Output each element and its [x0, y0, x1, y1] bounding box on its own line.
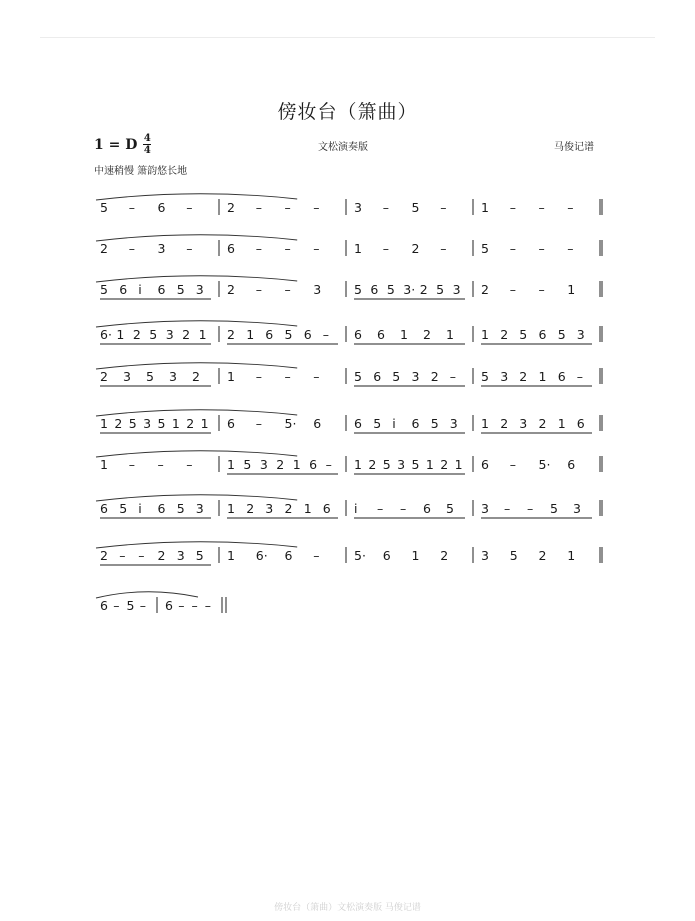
- note: 1: [227, 457, 235, 472]
- note: 6: [411, 416, 420, 431]
- note: 6: [309, 457, 318, 472]
- note: 3: [397, 457, 406, 472]
- note: 5: [243, 457, 252, 472]
- note: 6: [382, 548, 391, 563]
- note: –: [128, 241, 136, 256]
- note: 5: [100, 282, 108, 297]
- transcriber-credit: 马俊记谱: [554, 142, 594, 153]
- note: 1: [227, 369, 235, 384]
- note: –: [313, 200, 320, 215]
- note: 2: [157, 548, 166, 563]
- note: 3: [143, 416, 152, 431]
- note: –: [255, 369, 263, 384]
- note: 3: [576, 327, 585, 342]
- note: –: [255, 416, 263, 431]
- note: –: [382, 200, 390, 215]
- note: 1: [171, 416, 180, 431]
- note: 3: [452, 282, 461, 297]
- note: 3: [165, 327, 174, 342]
- note: –: [255, 282, 263, 297]
- note: i: [354, 501, 358, 516]
- note: 1: [354, 457, 362, 472]
- note: 3: [519, 416, 528, 431]
- note: 6: [557, 369, 566, 384]
- note: 1: [481, 327, 489, 342]
- note: 6: [227, 416, 235, 431]
- note: –: [284, 369, 291, 384]
- note: –: [313, 548, 320, 563]
- note: –: [509, 241, 517, 256]
- key-text: 1 = D: [94, 136, 138, 153]
- note: 2: [481, 282, 489, 297]
- note: –: [509, 200, 517, 215]
- note: 1: [425, 457, 434, 472]
- note: 5: [373, 416, 382, 431]
- note: 5: [284, 327, 293, 342]
- note: 2: [132, 327, 141, 342]
- note: –: [186, 457, 193, 472]
- note: 2: [100, 241, 108, 256]
- note: 1: [538, 369, 547, 384]
- note: 6: [227, 241, 235, 256]
- note: 6: [538, 327, 547, 342]
- note: 3: [265, 501, 274, 516]
- note: 3: [481, 548, 489, 563]
- note: 2: [538, 416, 547, 431]
- note: 6: [373, 369, 382, 384]
- note: 6: [284, 548, 293, 563]
- slur: [96, 542, 297, 548]
- note: 6: [157, 282, 166, 297]
- note: 1: [400, 327, 408, 342]
- note: –: [138, 548, 145, 563]
- note: 3: [157, 241, 166, 256]
- note: 2: [246, 501, 255, 516]
- note: 1: [481, 200, 489, 215]
- note: –: [538, 200, 545, 215]
- note: 5: [392, 369, 401, 384]
- note: –: [119, 548, 126, 563]
- note: 1: [567, 548, 576, 563]
- note: 5: [509, 548, 518, 563]
- note: –: [313, 241, 320, 256]
- slur: [96, 451, 297, 457]
- note: 6: [354, 416, 362, 431]
- note: 5: [128, 416, 137, 431]
- note: 5: [176, 501, 185, 516]
- note: 5: [557, 327, 566, 342]
- note: 6: [265, 327, 274, 342]
- note: 6: [423, 501, 431, 516]
- note: 2: [419, 282, 428, 297]
- note: –: [191, 598, 198, 613]
- note: –: [139, 598, 147, 613]
- note: –: [504, 501, 511, 516]
- slur: [96, 410, 297, 416]
- note: –: [255, 200, 263, 215]
- note: 3: [411, 369, 420, 384]
- slur: [96, 592, 198, 598]
- slur: [96, 321, 297, 327]
- note: 5: [550, 501, 558, 516]
- note: 5: [382, 457, 391, 472]
- note: 1: [292, 457, 301, 472]
- note: –: [322, 327, 330, 342]
- note: –: [527, 501, 534, 516]
- note: 5·: [354, 548, 366, 563]
- note: 5: [126, 598, 135, 613]
- note: 1: [354, 241, 362, 256]
- note: 2: [423, 327, 431, 342]
- note: 5·: [538, 457, 551, 472]
- note: 6: [157, 501, 166, 516]
- note: 3·: [403, 282, 416, 297]
- page-footer: 傍妆台（箫曲）文松演奏版 马俊记谱: [274, 903, 421, 913]
- note: 5: [195, 548, 204, 563]
- slur: [96, 495, 297, 501]
- note: 3: [481, 501, 489, 516]
- note: 1: [200, 416, 209, 431]
- slur: [96, 194, 297, 200]
- note: 6: [354, 327, 362, 342]
- score-title: 傍妆台（箫曲）: [277, 101, 418, 123]
- note: –: [204, 598, 212, 613]
- note: 2: [411, 241, 420, 256]
- note: –: [128, 200, 136, 215]
- note: –: [567, 200, 574, 215]
- note: 1: [481, 416, 489, 431]
- note: 2: [227, 200, 235, 215]
- note: i: [392, 416, 396, 431]
- note: 6: [576, 416, 585, 431]
- note: i: [138, 501, 142, 516]
- note: 5: [430, 416, 439, 431]
- note: 6: [100, 598, 108, 613]
- note: –: [284, 241, 291, 256]
- slur: [96, 363, 297, 369]
- note: –: [382, 241, 390, 256]
- note: 6: [313, 416, 322, 431]
- time-signature-bottom: 4: [143, 145, 151, 156]
- note: 5: [157, 416, 166, 431]
- note: –: [186, 200, 193, 215]
- note: 1: [246, 327, 255, 342]
- note: 2: [500, 327, 509, 342]
- note: 3: [354, 200, 362, 215]
- note: 1: [227, 501, 235, 516]
- note: 1: [198, 327, 207, 342]
- note: –: [325, 457, 332, 472]
- note: –: [284, 200, 291, 215]
- time-signature-top: 4: [143, 133, 151, 144]
- note: 6: [119, 282, 128, 297]
- note: –: [509, 457, 517, 472]
- note: 3: [195, 501, 204, 516]
- note: 1: [100, 457, 108, 472]
- note: 6·: [255, 548, 268, 563]
- note: 2: [430, 369, 439, 384]
- note: i: [138, 282, 142, 297]
- note: 2: [276, 457, 285, 472]
- note: 5: [411, 200, 420, 215]
- note: 6: [481, 457, 489, 472]
- note: –: [440, 241, 447, 256]
- note: 2: [500, 416, 509, 431]
- note: 2: [538, 548, 547, 563]
- tempo-marking: 中速稍慢 箫韵悠长地: [94, 166, 188, 177]
- note: 6: [370, 282, 379, 297]
- note: –: [538, 282, 545, 297]
- note: 2: [440, 457, 449, 472]
- note: 2: [186, 416, 195, 431]
- note: 6: [567, 457, 576, 472]
- note: 2: [114, 416, 123, 431]
- note: 1: [454, 457, 463, 472]
- note: 6: [322, 501, 331, 516]
- slur: [96, 235, 297, 241]
- note: 2: [100, 548, 108, 563]
- note: 6: [165, 598, 173, 613]
- note: 5: [100, 200, 108, 215]
- note: 5: [149, 327, 158, 342]
- note: –: [576, 369, 584, 384]
- note: –: [255, 241, 263, 256]
- note: 3: [313, 282, 322, 297]
- note: 5: [481, 241, 489, 256]
- note: 3: [176, 548, 185, 563]
- note: 6·: [100, 327, 112, 342]
- key-signature: [94, 134, 151, 155]
- note: 6: [100, 501, 108, 516]
- note: 3: [500, 369, 509, 384]
- note: 2: [368, 457, 377, 472]
- note: 2: [284, 501, 293, 516]
- time-signature: [143, 134, 151, 155]
- note: 5·: [284, 416, 297, 431]
- note: 5: [411, 457, 420, 472]
- note: 5: [354, 369, 362, 384]
- note: –: [400, 501, 407, 516]
- note: 5: [176, 282, 185, 297]
- note: 1: [303, 501, 312, 516]
- note: 5: [519, 327, 528, 342]
- note: 5: [119, 501, 128, 516]
- note: 2: [192, 369, 200, 384]
- note: 2: [519, 369, 528, 384]
- note: 2: [227, 327, 235, 342]
- note: 5: [386, 282, 395, 297]
- note: 5: [446, 501, 454, 516]
- note: –: [284, 282, 291, 297]
- note: 5: [354, 282, 362, 297]
- note: 2: [100, 369, 108, 384]
- note: 6: [377, 327, 385, 342]
- note: –: [113, 598, 120, 613]
- note: –: [313, 369, 320, 384]
- note: 2: [227, 282, 235, 297]
- page-top-rule: [40, 37, 655, 38]
- note: 3: [259, 457, 268, 472]
- note: 5: [146, 369, 154, 384]
- note: –: [509, 282, 517, 297]
- note: 1: [411, 548, 420, 563]
- note: 3: [449, 416, 458, 431]
- note: –: [128, 457, 136, 472]
- note: 5: [481, 369, 489, 384]
- note: 3: [573, 501, 581, 516]
- note: –: [186, 241, 193, 256]
- note: 1: [116, 327, 125, 342]
- note: 6: [157, 200, 166, 215]
- note: –: [567, 241, 574, 256]
- note: 3: [195, 282, 204, 297]
- performer-credit: 文松演奏版: [318, 142, 368, 153]
- note: –: [157, 457, 164, 472]
- note: –: [538, 241, 545, 256]
- note: 1: [227, 548, 235, 563]
- note: 2: [440, 548, 449, 563]
- note: –: [178, 598, 185, 613]
- slur: [96, 276, 297, 282]
- note: –: [440, 200, 447, 215]
- note: 2: [182, 327, 191, 342]
- note: 1: [100, 416, 108, 431]
- note: –: [449, 369, 457, 384]
- note: 6: [303, 327, 312, 342]
- note: 3: [169, 369, 177, 384]
- note: 5: [436, 282, 445, 297]
- note: 1: [567, 282, 576, 297]
- note: –: [377, 501, 384, 516]
- note: 1: [446, 327, 454, 342]
- note: 3: [123, 369, 131, 384]
- note: 1: [557, 416, 566, 431]
